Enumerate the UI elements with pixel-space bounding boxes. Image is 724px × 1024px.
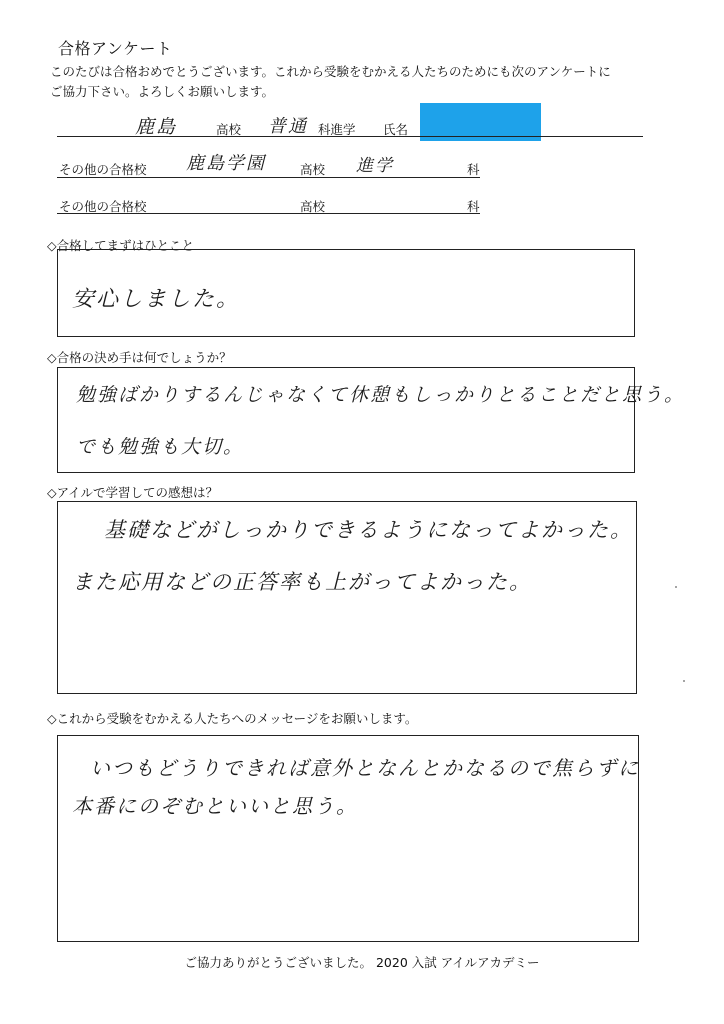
- question-deciding-factor: ◇合格の決め手は何でしょうか？: [47, 350, 232, 365]
- answer-first-words-line-1: 安心しました。: [72, 287, 241, 312]
- course-handwritten: 普通: [268, 116, 308, 137]
- survey-title: 合格アンケート: [58, 39, 173, 58]
- other-school-koukou-1: 高校: [300, 162, 326, 177]
- footer-thanks: ご協力ありがとうございました。 2020 入試 アイルアカデミー: [184, 955, 540, 970]
- other-school-underline-1: [57, 177, 480, 178]
- intro-line-1: このたびは合格おめでとうございます。これから受験をむかえる人たちのためにも次のアンケートに: [50, 64, 611, 79]
- other-school-label-1: その他の合格校: [59, 162, 147, 177]
- question-message: ◇これから受験をむかえる人たちへのメッセージをお願いします。: [47, 711, 418, 726]
- answer-message-line-2: 本番にのぞむといいと思う。: [72, 794, 358, 818]
- answer-deciding-factor-line-2: でも勉強も大切。: [76, 436, 245, 458]
- answer-impressions-line-2: また応用などの正答率も上がってよかった。: [72, 570, 532, 594]
- other-school-name-1-handwritten: 鹿島学園: [186, 153, 266, 174]
- koukou-label: 高校: [216, 122, 242, 137]
- survey-intro: [50, 62, 690, 102]
- ka-shingaku-label: 科進学: [318, 122, 356, 137]
- scan-speck: [675, 586, 677, 588]
- other-school-koukou-2: 高校: [300, 199, 326, 214]
- school-prefecture-handwritten: 鹿島: [135, 116, 178, 138]
- school-row-underline: [57, 136, 643, 137]
- scan-speck: [683, 680, 685, 682]
- other-school-label-2: その他の合格校: [59, 199, 147, 214]
- other-school-course-1-handwritten: 進学: [356, 156, 394, 176]
- answer-impressions-line-1: 基礎などがしっかりできるようになってよかった。: [104, 518, 633, 542]
- other-school-ka-2: 科: [467, 199, 480, 214]
- question-impressions: ◇アイルで学習しての感想は？: [47, 485, 218, 500]
- name-label: 氏名: [383, 122, 409, 137]
- other-school-underline-2: [57, 213, 480, 214]
- other-school-ka-1: 科: [467, 162, 480, 177]
- answer-deciding-factor-line-1: 勉強ばかりするんじゃなくて休憩もしっかりとることだと思う。: [76, 384, 686, 406]
- answer-message-line-1: いつもどうりできれば意外となんとかなるので焦らずに: [90, 756, 640, 780]
- question-first-words: ◇合格してまずはひとこと: [47, 238, 195, 253]
- intro-line-2: ご協力下さい。よろしくお願いします。: [50, 84, 275, 99]
